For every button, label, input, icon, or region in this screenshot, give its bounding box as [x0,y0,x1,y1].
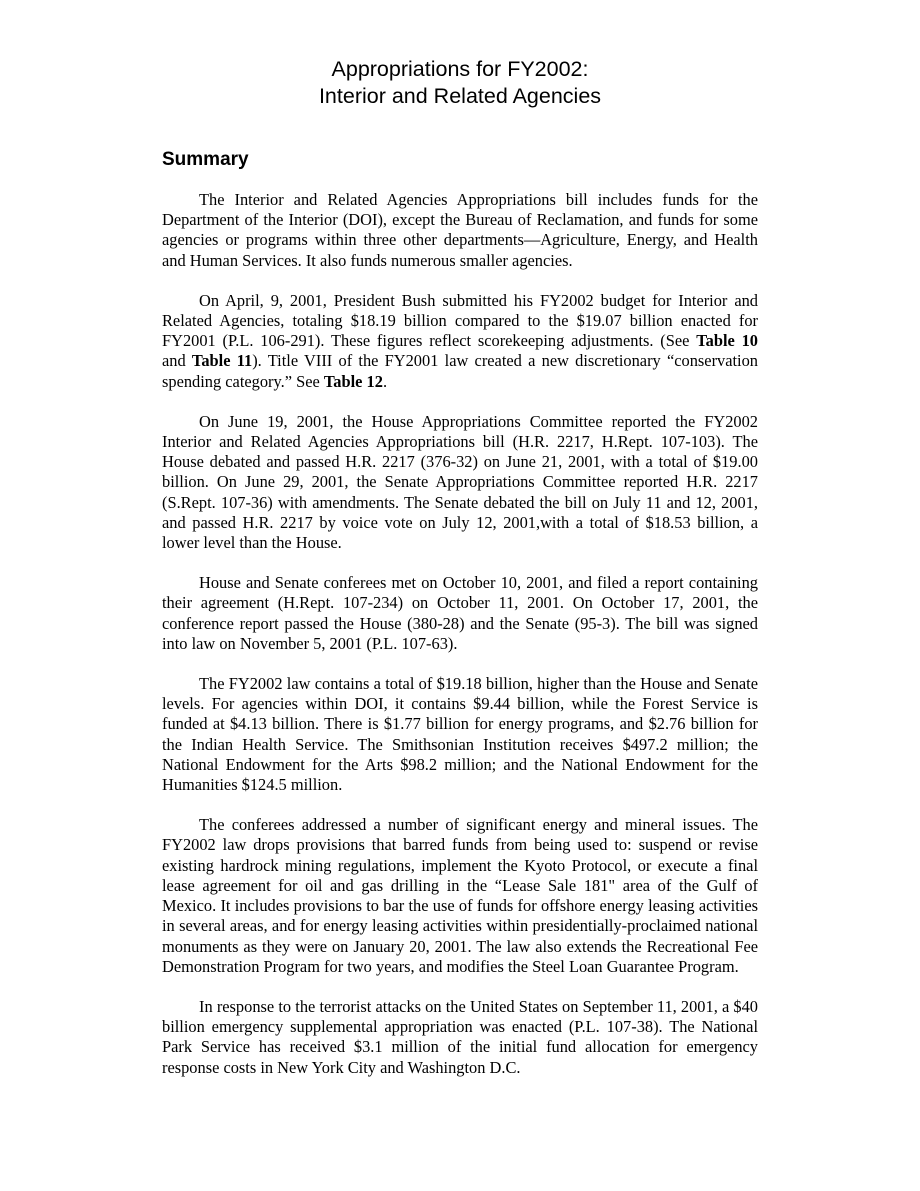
table-11-reference: Table 11 [191,351,253,371]
paragraph-budget-request [162,291,758,392]
paragraph-emergency-supplemental: In response to the terrorist attacks on the United States on September 11, 2001, a $40 billion emergency supplemental appropriation was enacted (P.L. 107-38). The National Park Service has received $3.1 million of the initial fund allocation for emergency response costs in New York City and Washington D.C. [162,996,758,1077]
table-12-reference: Table 12 [323,371,383,391]
paragraph-energy-issues: The conferees addressed a number of significant energy and mineral issues. The FY2002 law drops provisions that barred funds from being used to: suspend or revise existing hardrock mining regulations, implement the Kyoto Protocol, or execute a final lease agreement for oil and gas drilling in the “Lease Sale 181" area of the Gulf of Mexico. It includes provisions to bar the use of funds for offshore energy leasing activities in several areas, and for energy leasing activities within presidentially-proclaimed national monuments as they were on January 20, 2001. The law also extends the Recreational Fee Demonstration Program for two years, and modifies the Steel Loan Guarantee Program. [162,815,758,976]
document-page [162,0,758,1078]
budget-text-2: and [162,351,192,371]
budget-text-3: ). Title VIII of the FY2001 law created a new discretionary “conservation spending category.” See [162,351,759,391]
table-10-reference: Table 10 [696,331,758,351]
title-line-1: Appropriations for FY2002: [331,57,589,81]
budget-text-4: . [382,371,388,391]
summary-heading: Summary [162,149,249,170]
paragraph-fy2002-law: The FY2002 law contains a total of $19.18 billion, higher than the House and Senate levels. For agencies within DOI, it contains $9.44 billion, while the Forest Service is funded at $4.13 billion. There is $1.77 billion for energy programs, and $2.76 billion for the Indian Health Service. The Smithsonian Institution receives $497.2 million; the National Endowment for the Arts $98.2 million; and the National Endowment for the Humanities $124.5 million. [162,674,758,795]
budget-text-1: On April, 9, 2001, President Bush submitted his FY2002 budget for Interior and Related Agencies, totaling $18.19 billion compared to the $19.07 billion enacted for FY2001 (P.L. 106-291). These figures reflect scorekeeping adjustments. (See [162,290,758,351]
page-title [162,56,758,110]
paragraph-conference: House and Senate conferees met on October 10, 2001, and filed a report containing their agreement (H.Rept. 107-234) on October 11, 2001. On October 17, 2001, the conference report passed the House (380-28) and the Senate (95-3). The bill was signed into law on November 5, 2001 (P.L. 107-63). [162,573,758,653]
paragraph-house-senate-action: On June 19, 2001, the House Appropriations Committee reported the FY2002 Interior and Related Agencies Appropriations bill (H.R. 2217, H.Rept. 107-103). The House debated and passed H.R. 2217 (376-32) on June 21, 2001, with a total of $19.00 billion. On June 29, 2001, the Senate Appropriations Committee reported H.R. 2217 (S.Rept. 107-36) with amendments. The Senate debated the bill on July 11 and 12, 2001, and passed H.R. 2217 by voice vote on July 12, 2001,with a total of $18.53 billion, a lower level than the House. [162,411,758,553]
title-line-2: Interior and Related Agencies [318,84,602,108]
paragraph-scope: The Interior and Related Agencies Appropriations bill includes funds for the Department of the Interior (DOI), except the Bureau of Reclamation, and funds for some agencies or programs within three other departments—Agriculture, Energy, and Health and Human Services. It also funds numerous smaller agencies. [162,190,758,270]
